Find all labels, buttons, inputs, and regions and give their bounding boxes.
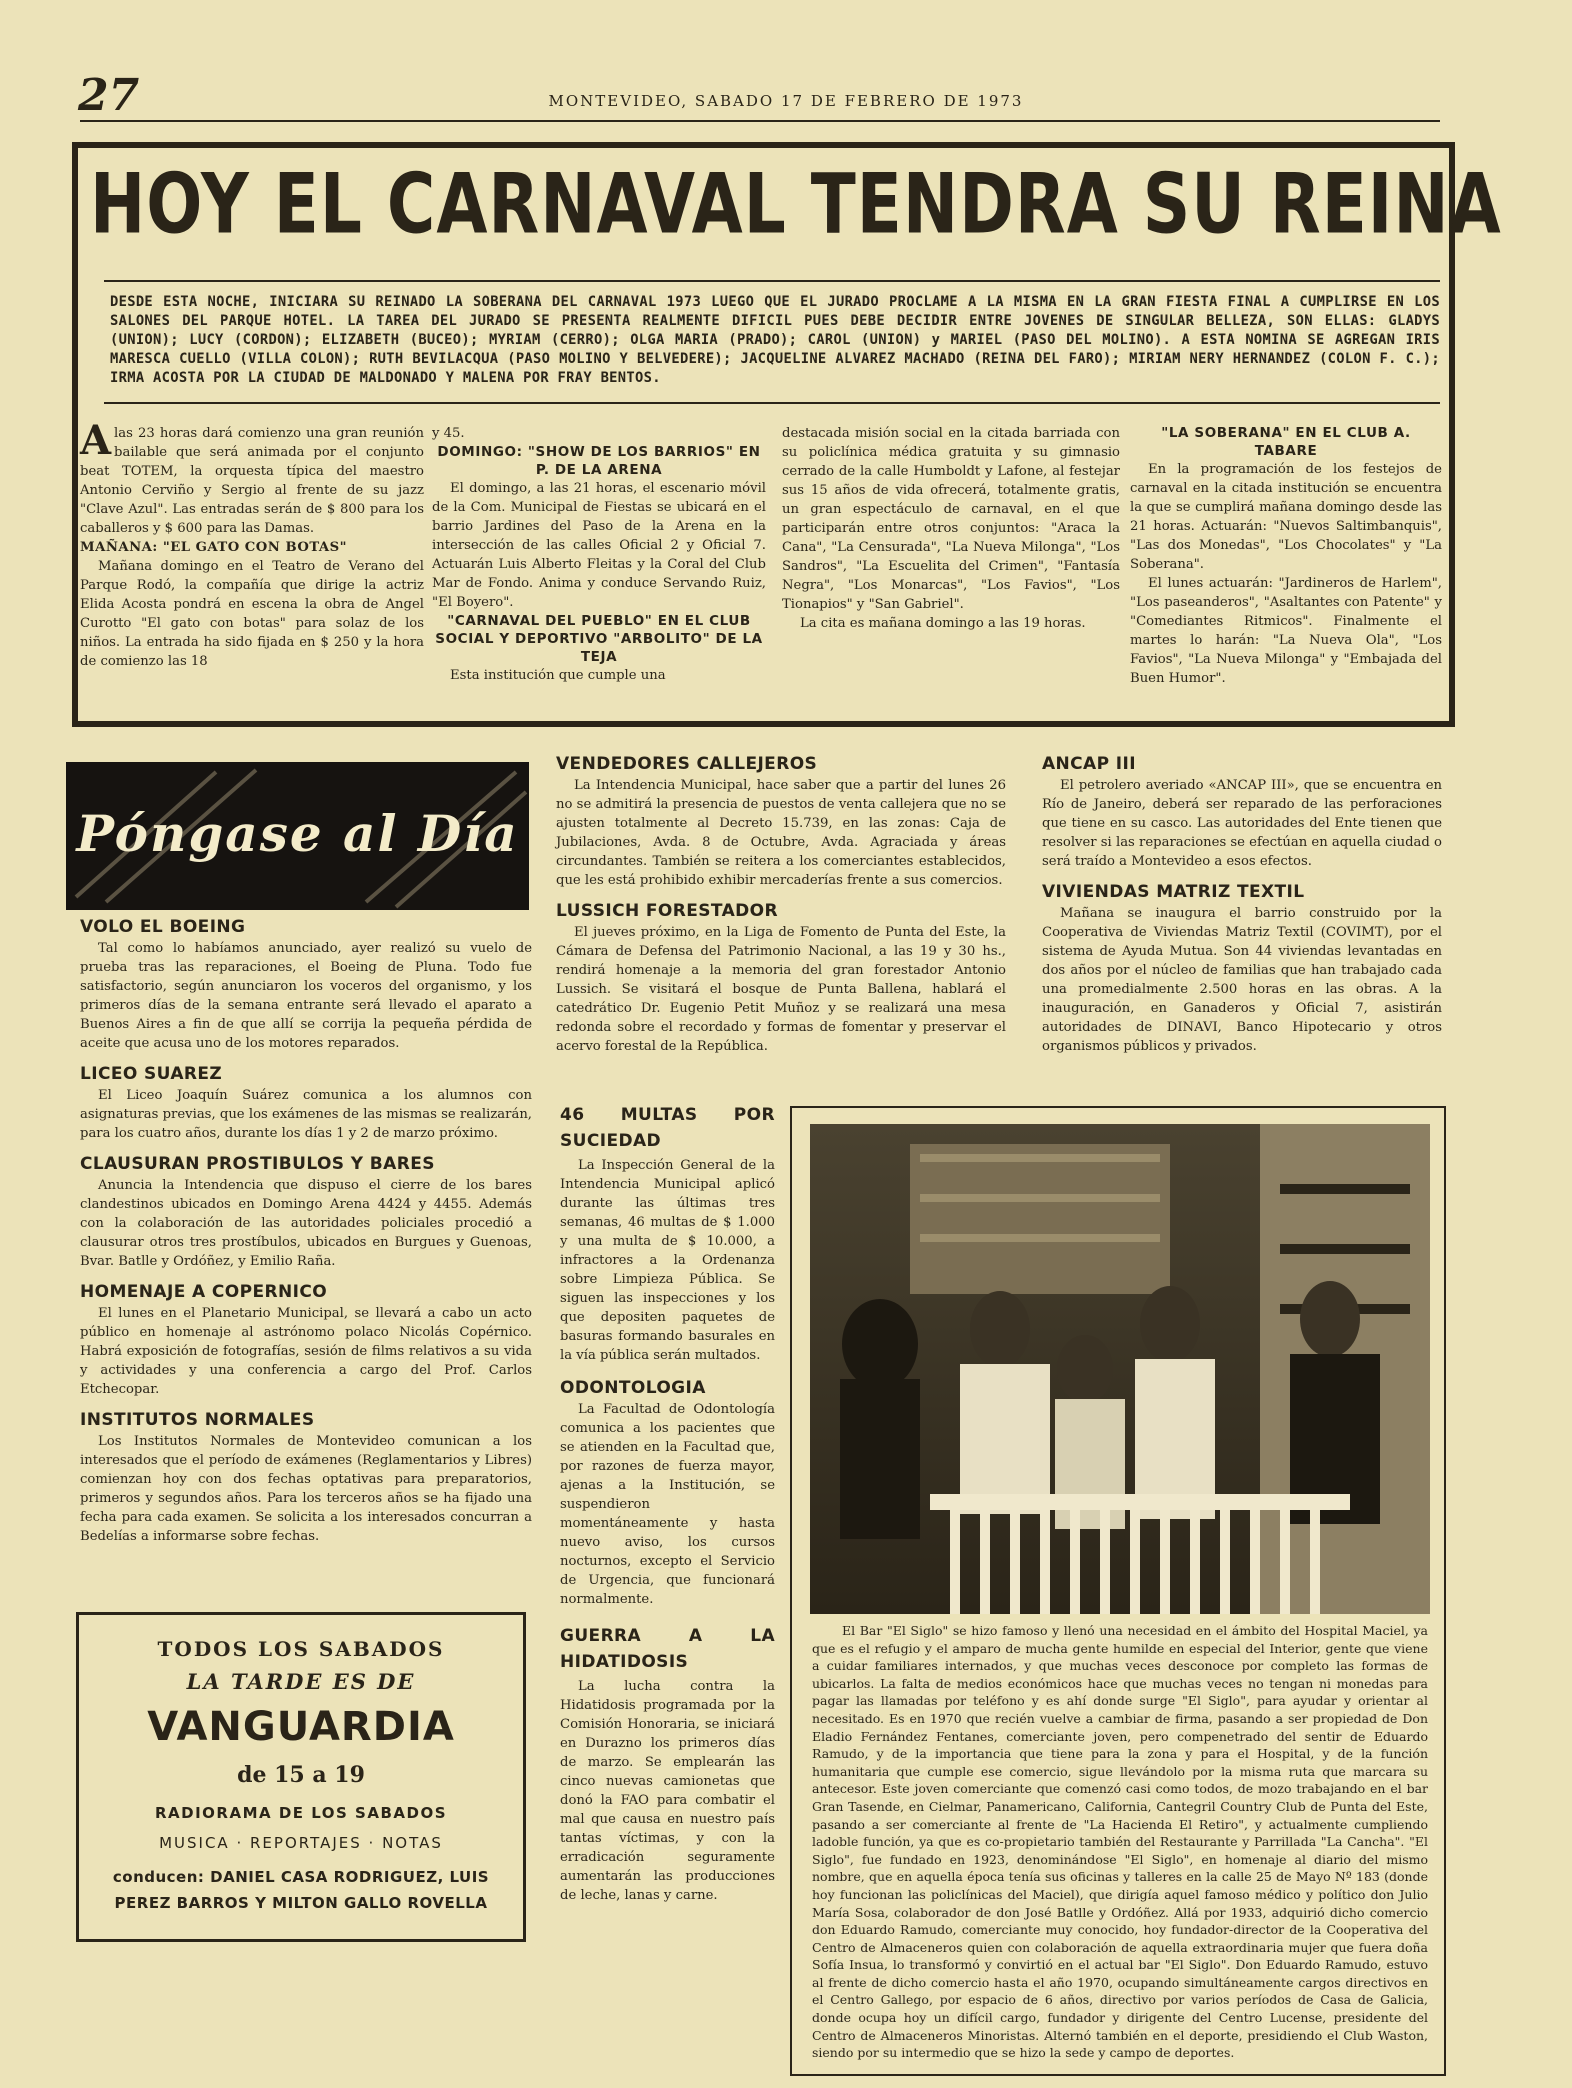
dropcap: A bbox=[80, 417, 112, 464]
bar-photo bbox=[810, 1124, 1430, 1614]
briefs-institutos bbox=[80, 1411, 532, 1546]
col2-paragraph-2: Esta institución que cumple una bbox=[450, 668, 666, 683]
section-title: INSTITUTOS NORMALES bbox=[80, 1410, 315, 1430]
section-title: LUSSICH FORESTADOR bbox=[556, 901, 778, 921]
photo-caption bbox=[812, 1622, 1428, 2062]
section-text: El lunes en el Planetario Municipal, se llevará a cabo un acto público en homenaje al astrónomo polaco Nicolás Copérnico. Habrá exposición de fotografías, sesión de films relativos a su vida y actividades y una conferencia a cargo del Prof. Carlos Etchecopar. bbox=[80, 1306, 532, 1397]
deck-rule bbox=[104, 402, 1440, 404]
left-column bbox=[80, 918, 532, 1546]
ad-line-7: conducen: DANIEL CASA RODRIGUEZ, LUIS PEREZ BARROS Y MILTON GALLO ROVELLA bbox=[112, 1868, 490, 1912]
col3-paragraph-1: destacada misión social en la citada barriada con su policlínica médica gratuita y su gimnasio cerrado de la calle Humboldt y Lafone, al festejar sus 15 años de vida ofrecerá, totalmente gratis, un gran espectáculo de carnaval, en el que participarán entre otros conjuntos: "Araca la Cana", "La Censurada", "La Nueva Milonga", "Los Sandros", "La Escuelita del Crimen", "Fantasía Negra", "Los Monarcas", "Los Favios", "Los Tionapios" y "San Gabriel". bbox=[782, 426, 1120, 612]
section-text: Anuncia la Intendencia que dispuso el cierre de los bares clandestinos ubicados en Domingo Arena 4424 y 4455. Además con la colaboración de las autoridades policiales procedió a clausurar otros tres prostíbulos, ubicados en Burgues y Guenoas, Bvar. Batlle y Ordóñez, y Emilio Raña. bbox=[80, 1178, 532, 1269]
main-col-4 bbox=[1130, 424, 1442, 688]
hidatidosis-section bbox=[560, 1623, 775, 1905]
section-title: HOMENAJE A COPERNICO bbox=[80, 1282, 328, 1302]
ad-line-6: MUSICA · REPORTAJES · NOTAS bbox=[159, 1834, 443, 1852]
col1-paragraph-1: las 23 horas dará comienzo una gran reunión bailable que será animada por el conjunto beat TOTEM, la orquesta típica del maestro Antonio Cerviño y Sergio al frente de su jazz "Clave Azul". Las entradas serán de $ 800 para los caballeros y $ 600 para las Damas. bbox=[80, 426, 424, 536]
dateline: MONTEVIDEO, SABADO 17 DE FEBRERO DE 1973 bbox=[548, 92, 1024, 110]
photo-story-box bbox=[790, 1106, 1446, 2076]
ad-line-1: TODOS LOS SABADOS bbox=[157, 1637, 445, 1661]
briefs-liceo bbox=[80, 1065, 532, 1143]
banner-title: Póngase al Día bbox=[76, 804, 519, 863]
ad-line-3: VANGUARDIA bbox=[147, 1704, 455, 1750]
headline-rule bbox=[104, 280, 1440, 282]
ad-line-2: LA TARDE ES DE bbox=[186, 1669, 416, 1694]
vanguardia-ad bbox=[76, 1612, 526, 1942]
col2-paragraph-1: El domingo, a las 21 horas, el escenario móvil de la Com. Municipal de Fiestas se ubicará en el barrio Jardines del Paso de la Arena en la intersección de las calles Oficial 2 y Oficial 7. Actuarán Luis Alberto Fleitas y la Coral del Club Mar de Fondo. Anima y conduce Servando Ruiz, "El Boyero". bbox=[432, 481, 766, 610]
ad-line-4: de 15 a 19 bbox=[237, 1762, 365, 1788]
section-text: La Facultad de Odontología comunica a los pacientes que se atienden en la Facultad que, por razones de fuerza mayor, ajenas a la Institución, se suspendieron momentáneamente y hasta nuevo aviso, los cursos nocturnos, excepto el Servicio de Urgencia, que funcionará normalmente. bbox=[560, 1402, 775, 1607]
ad-line-5: RADIORAMA DE LOS SABADOS bbox=[154, 1804, 448, 1822]
vendedores-section bbox=[556, 755, 1006, 890]
col4-subhead: "LA SOBERANA" EN EL CLUB A. TABARE bbox=[1161, 425, 1411, 459]
caption-text: El Bar "El Siglo" se hizo famoso y llenó una necesidad en el ámbito del Hospital Maciel, ya que es el refugio y el amparo de mucha gente humilde en especial del Interior, gente que viene a cuidar familiares internados, y que muchas veces desconoce por completo las formas de ubicarlos. La falta de medios económicos hace que muchas veces no tengan ni monedas para pagar las llamadas por teléfono y es ahí donde surge "El Siglo", para ayudar y orientar al necesitado. Es en 1970 que recién vuelve a cambiar de firma, pasando a ser propiedad de Don Eladio Fernández Fentanes, comerciante joven, pero compenetrado del sentir de Eduardo Ramudo, y de la importancia que tiene para la zona y para el Hospital, y de la función humanitaria que cumple ese comercio, sigue llevándolo por la misma ruta que marcara su antecesor. Este joven comerciante que comenzó casi como todos, de mozo trabajando en el bar Gran Tasende, en Cielmar, Panamericano, California, Cantegril Country Club de Punta del Este, pasando a ser comerciante al frente de "La Hacienda El Retiro", y actualmente cumpliendo ladoble función, ya que es co-propietario también del Restaurante y Parrillada "La Cancha". "El Siglo", fue fundado en 1923, denominándose "El Siglo", en homenaje al diario del mismo nombre, que en aquella época tenía sus oficinas y talleres en la calle 25 de Mayo Nº 183 (donde hoy funcionan las policlínicas del Maciel), que dirigía aquel famoso médico y político don Julio María Sosa, colaborador de don José Batlle y Ordóñez. Allá por 1933, adquirió dicho comercio don Eduardo Ramudo, comerciante muy conocido, hoy fundador-director de la Cooperativa del Centro de Almaceneros quien con colaboración de aquella extraordinaria mujer que fuera doña Sofía Insua, lo transformó y convirtió en el actual bar "El Siglo". Don Eduardo Ramudo, estuvo al frente de dicho comercio hasta el año 1970, ocupando simultáneamente cargos directivos en el Centro Gallego, por espacio de 6 años, directivo por varios períodos de Casa de Galicia, donde ocupa hoy un difícil cargo, fundador y dirigente del Centro Lucense, presidente del Centro de Almaceneros Minoristas. Alternó también en el deporte, presidiendo el Club Waston, siendo por su intermedio que se hizo la sede y campo de deportes. bbox=[812, 1623, 1428, 2061]
middle-narrow bbox=[560, 1102, 775, 1905]
section-title: CLAUSURAN PROSTIBULOS Y BARES bbox=[80, 1154, 435, 1174]
col3-paragraph-2: La cita es mañana domingo a las 19 horas. bbox=[800, 616, 1086, 631]
section-title: VOLO EL BOEING bbox=[80, 917, 246, 937]
page-number: 27 bbox=[78, 70, 140, 121]
section-text: Mañana se inaugura el barrio construido por la Cooperativa de Viviendas Matriz Textil (COVIMT), por el sistema de Ayuda Mutua. Son 44 viviendas levantadas en dos años por el núcleo de familias que han trabajado cada una promedialmente 2.500 horas en las obras. A la inauguración, en Ganaderos y Oficial 7, asistirán autoridades de DINAVI, Banco Hipotecario y otros organismos públicos y privados. bbox=[1042, 906, 1442, 1054]
main-col-1 bbox=[80, 417, 424, 671]
briefs-boeing bbox=[80, 918, 532, 1053]
section-text: El petrolero averiado «ANCAP III», que se encuentra en Río de Janeiro, deberá ser reparado de las perforaciones que tiene en su casco. Las autoridades del Ente tienen que resolver si las reparaciones se efectúan en aquella ciudad o será traído a Montevideo a esos efectos. bbox=[1042, 778, 1442, 869]
col1-paragraph-2: Mañana domingo en el Teatro de Verano del Parque Rodó, la compañía que dirige la actriz Elida Acosta pondrá en escena la obra de Angel Curotto "El gato con botas" para solaz de los niños. La entrada ha sido fijada en $ 250 y la hora de comienzo las 18 bbox=[80, 559, 424, 669]
briefs-clausuran bbox=[80, 1155, 532, 1271]
main-col-2 bbox=[432, 424, 766, 685]
col2-subhead-1: DOMINGO: "SHOW DE LOS BARRIOS" EN P. DE LA ARENA bbox=[437, 444, 761, 478]
section-title: ODONTOLOGIA bbox=[560, 1378, 706, 1398]
section-text: El Liceo Joaquín Suárez comunica a los alumnos con asignaturas previas, que los exámenes de las mismas se realizarán, para los cuatro años, durante los días 1 y 2 de marzo próximo. bbox=[80, 1088, 532, 1141]
col4-paragraph-1: En la programación de los festejos de carnaval en la citada institución se encuentra la que se cumplirá mañana domingo desde las 21 horas. Actuarán: "Nuevos Saltimbanquis", "Las dos Monedas", "Los Chocolates" y "La Soberana". bbox=[1130, 462, 1442, 572]
odontologia-section bbox=[560, 1379, 775, 1609]
section-title: LICEO SUAREZ bbox=[80, 1064, 223, 1084]
section-title: GUERRA A LA HIDATIDOSIS bbox=[560, 1626, 775, 1672]
main-deck: DESDE ESTA NOCHE, INICIARA SU REINADO LA SOBERANA DEL CARNAVAL 1973 LUEGO QUE EL JURADO PROCLAME A LA MISMA EN LA GRAN FIESTA FINAL A CUMPLIRSE EN LOS SALONES DEL PARQUE HOTEL. LA TAREA DEL JURADO SE PRESENTA REALMENTE DIFICIL PUES DEBE DECIDIR ENTRE JOVENES DE SINGULAR BELLEZA, SON ELLAS: GLADYS (UNION); LUCY (CORDON); ELIZABETH (BUCEO); MYRIAM (CERRO); OLGA MARIA (PRADO); CAROL (UNION) y MARIEL (PASO DEL MOLINO). A ESTA NOMINA SE AGREGAN IRIS MARESCA CUELLO (VILLA COLON); RUTH BEVILACQUA (PASO MOLINO Y BELVEDERE); JACQUELINE ALVAREZ MACHADO (REINA DEL FARO); MIRIAM NERY HERNANDEZ (COLON F. C.); IRMA ACOSTA POR LA CIUDAD DE MALDONADO Y MALENA POR FRAY BENTOS. bbox=[110, 294, 1440, 386]
section-title: 46 MULTAS POR SUCIEDAD bbox=[560, 1105, 775, 1151]
viviendas-section bbox=[1042, 883, 1442, 1056]
middle-top bbox=[556, 755, 1006, 1056]
main-headline: HOY EL CARNAVAL TENDRA SU REINA bbox=[90, 156, 1502, 253]
main-col-3 bbox=[782, 424, 1120, 633]
ancap-section bbox=[1042, 755, 1442, 871]
pongase-banner bbox=[66, 762, 529, 910]
right-top bbox=[1042, 755, 1442, 1056]
header-rule bbox=[80, 120, 1440, 122]
briefs-copernico bbox=[80, 1283, 532, 1399]
section-text: La lucha contra la Hidatidosis programada por la Comisión Honoraria, se iniciará en Durazno los primeros días de marzo. Se emplearán las cinco nuevas camionetas que donó la FAO para combatir el mal que causa en nuestro país tantas víctimas, y con la erradicación seguramente aumentarán las producciones de leche, lanas y carne. bbox=[560, 1679, 775, 1903]
section-text: La Inspección General de la Intendencia Municipal aplicó durante las últimas tres semanas, 46 multas de $ 1.000 y una multa de $ 10.000, a infractores a la Ordenanza sobre Limpieza Pública. Se siguen las inspecciones y los que depositen paquetes de basuras formando basurales en la vía pública serán multados. bbox=[560, 1158, 775, 1363]
col4-paragraph-2: El lunes actuarán: "Jardineros de Harlem", "Los paseanderos", "Asaltantes con Patente" y "Comediantes Ritmicos". Finalmente el martes lo harán: "La Nueva Ola", "Los Favios", "La Nueva Milonga" y "Embajada del Buen Humor". bbox=[1130, 576, 1442, 686]
section-title: ANCAP III bbox=[1042, 754, 1136, 774]
col2-paragraph-0: y 45. bbox=[432, 426, 465, 441]
lussich-section bbox=[556, 902, 1006, 1056]
section-title: VENDEDORES CALLEJEROS bbox=[556, 754, 818, 774]
col1-label: MAÑANA: "EL GATO CON BOTAS" bbox=[80, 540, 348, 555]
section-title: VIVIENDAS MATRIZ TEXTIL bbox=[1042, 882, 1305, 902]
section-text: La Intendencia Municipal, hace saber que a partir del lunes 26 no se admitirá la presencia de puestos de venta callejera que no se ajusten totalmente al Decreto 15.739, en las zonas: Caja de Jubilaciones, Avda. 8 de Octubre, Avda. Agraciada y áreas circundantes. También se reitera a los comerciantes establecidos, que les está prohibido exhibir mercaderías frente a sus comercios. bbox=[556, 778, 1006, 888]
multas-section bbox=[560, 1102, 775, 1365]
section-text: El jueves próximo, en la Liga de Fomento de Punta del Este, la Cámara de Defensa del Patrimonio Nacional, a las 19 y 30 hs., rendirá homenaje a la memoria del gran forestador Antonio Lussich. Se visitará el bosque de Punta Ballena, hablará el catedrático Dr. Eugenio Petit Muñoz y se realizará una mesa redonda sobre el recordado y formas de fomentar y preservar el acervo forestal de la República. bbox=[556, 925, 1006, 1054]
section-text: Tal como lo habíamos anunciado, ayer realizó su vuelo de prueba tras las reparaciones, el Boeing de Pluna. Todo fue satisfactorio, según anunciaron los voceros del organismo, y los primeros días de la semana entrante será llevado el aparato a Buenos Aires a fin de que allí se corrija la pequeña pérdida de aceite que acusa uno de los motores reparados. bbox=[80, 941, 532, 1051]
col2-subhead-2: "CARNAVAL DEL PUEBLO" EN EL CLUB SOCIAL Y DEPORTIVO "ARBOLITO" DE LA TEJA bbox=[435, 613, 763, 665]
section-text: Los Institutos Normales de Montevideo comunican a los interesados que el período de exámenes (Reglamentarios y Libres) comienzan hoy con dos fechas optativas para preparatorios, primeros y segundos años. Para los terceros años se ha fijado una fecha para cada examen. Se solicita a los interesados concurran a Bedelías a informarse sobre fechas. bbox=[80, 1434, 532, 1544]
